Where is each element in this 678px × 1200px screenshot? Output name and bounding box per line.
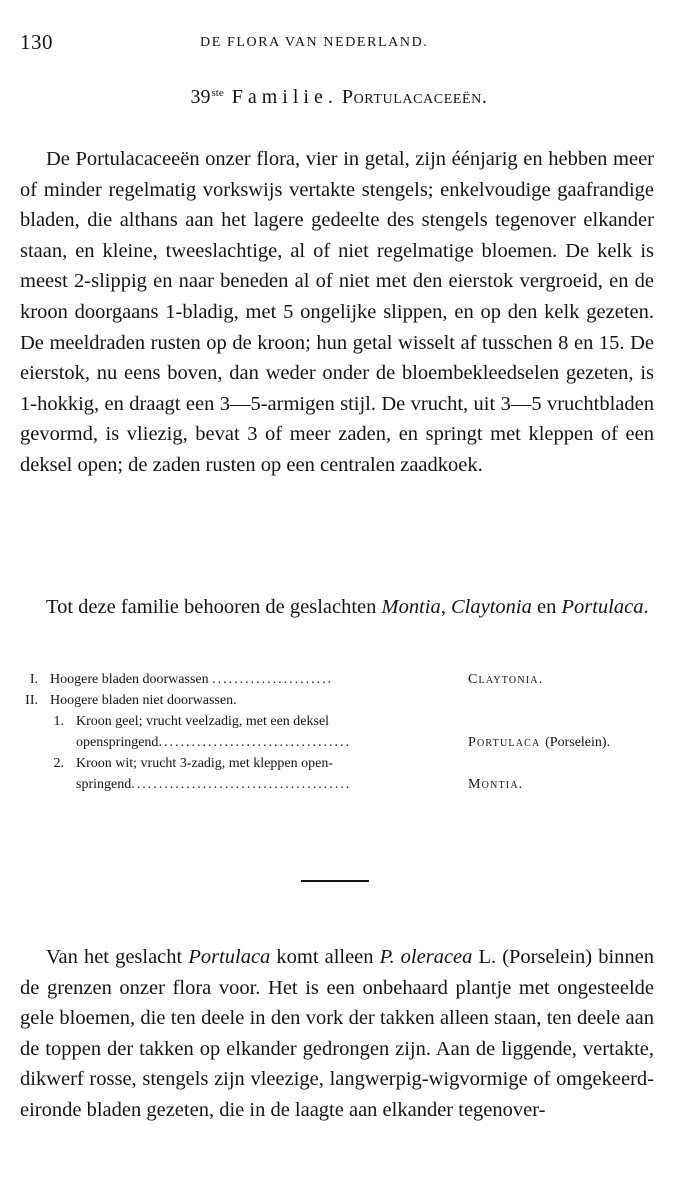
genus-portulaca: Portulaca bbox=[561, 596, 644, 618]
key-row bbox=[0, 777, 678, 798]
key-text: Hoogere bladen doorwassen ...................... bbox=[50, 672, 334, 687]
family-description: De Portulacaceeën onzer flora, vier in getal, zijn éénjarig en hebben meer of minder regelmatig vorkswijs vertakte stengels; enkelvoudige gaafrandige bladen, die althans aan het lagere gedeelte des stengels tegenover elkander staan, en kleine, tweeslachtige, al of niet regelmatige bloemen. De kelk is meest 2-slippig en naar beneden al of niet met den eierstok vergroeid, en de kroon doorgaans 1-bladig, met 5 ongelijke slippen, en op den kelk gezeten. De meeldraden rusten op de kroon; hun getal wisselt af tusschen 8 en 15. De eierstok, nu eens boven, dan weder onder de bloembekleedselen gezeten, is 1-hokkig, en draagt een 3—5-armigen stijl. De vrucht, uit 3—5 vruchtbladen gevormd, is vliezig, bevat 3 of meer zaden, en springt met kleppen of een deksel open; de zaden rusten op een centralen zaadkoek. bbox=[20, 148, 654, 476]
identification-key bbox=[0, 672, 678, 798]
genus-claytonia: Claytonia bbox=[451, 596, 532, 618]
key-row bbox=[0, 672, 678, 693]
key-number: II. bbox=[25, 693, 38, 708]
genus-description: Van het geslacht Portulaca komt alleen P. oleracea L. (Porselein) binnen de grenzen onzer flora voor. Het is een onbehaard plantje met ongesteelde gele bloemen, die ten deele in den vork der takken alleen staan, ten deele aan de toppen der takken op elkander gedrongen zijn. Aan de liggende, vertakte, dikwerf rosse, stengels zijn vleezige, langwerpig-wigvormige of omgekeerd-eironde bladen gezeten, die in de laagte aan elkander tegenover- bbox=[20, 946, 655, 1121]
key-text: springend........................................ bbox=[76, 777, 352, 792]
key-text: Kroon wit; vrucht 3-zadig, met kleppen open- bbox=[76, 756, 333, 771]
key-number: 1. bbox=[53, 714, 64, 729]
key-row bbox=[0, 693, 678, 714]
key-text: Hoogere bladen niet doorwassen. bbox=[50, 693, 237, 708]
key-result-claytonia: Claytonia. bbox=[468, 672, 544, 687]
family-heading bbox=[0, 86, 678, 109]
key-row bbox=[0, 756, 678, 777]
key-text: Kroon geel; vrucht veelzadig, met een deksel bbox=[76, 714, 330, 729]
genera-list: Tot deze familie behooren de geslachten Montia, Claytonia en Portulaca. bbox=[46, 596, 649, 618]
family-name: Portulacaceeën. bbox=[341, 86, 488, 108]
key-result-portulaca: Portulaca (Porselein). bbox=[468, 735, 611, 750]
key-number: 2. bbox=[53, 756, 64, 771]
running-head: DE FLORA VAN NEDERLAND. bbox=[200, 35, 429, 50]
key-row bbox=[0, 735, 678, 756]
page-number: 130 bbox=[20, 30, 53, 54]
family-word: Familie. bbox=[231, 86, 338, 108]
key-result-montia: Montia. bbox=[468, 777, 524, 792]
key-text: openspringend................................... bbox=[76, 735, 351, 750]
family-number: 39ste bbox=[190, 86, 224, 108]
genus-portulaca-name: Portulaca bbox=[188, 946, 271, 968]
section-divider bbox=[301, 880, 369, 882]
key-row bbox=[0, 714, 678, 735]
key-number: I. bbox=[29, 672, 38, 687]
genus-montia: Montia bbox=[381, 596, 441, 618]
species-name: P. oleracea bbox=[379, 946, 473, 968]
